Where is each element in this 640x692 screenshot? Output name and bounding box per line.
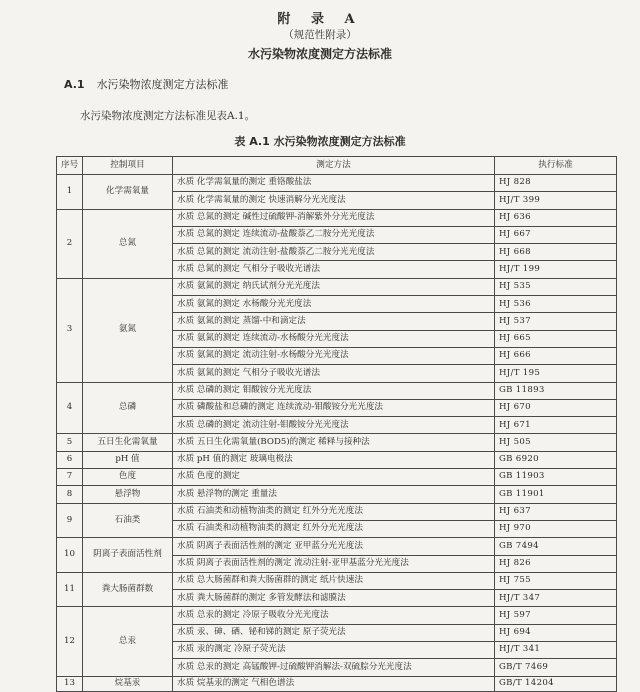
test-method: 水质 石油类和动植物油类的测定 红外分光光度法 (173, 520, 495, 537)
methods-table (56, 156, 617, 692)
control-item: 粪大肠菌群数 (83, 572, 173, 607)
test-method: 水质 石油类和动植物油类的测定 红外分光光度法 (173, 503, 495, 520)
standard-code: GB 11903 (495, 469, 617, 486)
test-method: 水质 悬浮物的测定 重量法 (173, 486, 495, 503)
table-row (57, 469, 617, 486)
test-method: 水质 色度的测定 (173, 469, 495, 486)
section-title: 水污染物浓度测定方法标准 (96, 78, 229, 91)
row-number: 1 (57, 175, 83, 210)
header-no: 序号 (57, 157, 83, 175)
row-number: 13 (57, 676, 83, 691)
standard-code: GB 11893 (495, 382, 617, 399)
header-method: 测定方法 (173, 157, 495, 175)
table-row (57, 382, 617, 399)
standard-code: HJ 755 (495, 572, 617, 589)
test-method: 水质 氨氮的测定 水杨酸分光光度法 (173, 296, 495, 313)
test-method: 水质 总汞的测定 高锰酸钾-过硫酸钾消解法-双硫腙分光光度法 (173, 659, 495, 676)
control-item: 石油类 (83, 503, 173, 538)
row-number: 8 (57, 486, 83, 503)
standard-code: HJ 536 (495, 296, 617, 313)
test-method: 水质 粪大肠菌群的测定 多管发酵法和滤膜法 (173, 590, 495, 607)
header-item: 控制项目 (83, 157, 173, 175)
table-row (57, 278, 617, 295)
row-number: 11 (57, 572, 83, 607)
section-heading (64, 76, 229, 92)
table-row (57, 572, 617, 589)
standard-code: HJ 671 (495, 417, 617, 434)
control-item: 氨氮 (83, 278, 173, 382)
standard-code: HJ/T 199 (495, 261, 617, 278)
control-item: 五日生化需氧量 (83, 434, 173, 451)
standard-code: HJ 636 (495, 209, 617, 226)
test-method: 水质 总大肠菌群和粪大肠菌群的测定 纸片快速法 (173, 572, 495, 589)
standard-code: HJ 666 (495, 347, 617, 364)
table-row (57, 434, 617, 451)
test-method: 水质 氨氮的测定 连续流动-水杨酸分光光度法 (173, 330, 495, 347)
table-row (57, 209, 617, 226)
test-method: 水质 氨氮的测定 纳氏试剂分光光度法 (173, 278, 495, 295)
standard-code: HJ 665 (495, 330, 617, 347)
test-method: 水质 总磷的测定 流动注射-钼酸铵分光光度法 (173, 417, 495, 434)
row-number: 9 (57, 503, 83, 538)
test-method: 水质 pH 值的测定 玻璃电极法 (173, 451, 495, 468)
test-method: 水质 五日生化需氧量(BOD5)的测定 稀释与接种法 (173, 434, 495, 451)
standard-code: GB 11901 (495, 486, 617, 503)
appendix-title: 附 录 A (277, 12, 363, 27)
test-method: 水质 总氮的测定 气相分子吸收光谱法 (173, 261, 495, 278)
test-method: 水质 汞的测定 冷原子荧光法 (173, 642, 495, 659)
standard-code: HJ 970 (495, 520, 617, 537)
appendix-subtitle: （规范性附录） (283, 29, 357, 41)
test-method: 水质 化学需氧量的测定 快速消解分光光度法 (173, 192, 495, 209)
test-method: 水质 氨氮的测定 气相分子吸收光谱法 (173, 365, 495, 382)
standard-code: GB 7494 (495, 538, 617, 555)
test-method: 水质 氨氮的测定 流动注射-水杨酸分光光度法 (173, 347, 495, 364)
standard-code: HJ 668 (495, 244, 617, 261)
standard-code: HJ/T 341 (495, 642, 617, 659)
table-row (57, 451, 617, 468)
standard-code: HJ 667 (495, 226, 617, 243)
row-number: 3 (57, 278, 83, 382)
control-item: 悬浮物 (83, 486, 173, 503)
test-method: 水质 总磷的测定 钼酸铵分光光度法 (173, 382, 495, 399)
standard-code: HJ 670 (495, 399, 617, 416)
table-row (57, 676, 617, 691)
standard-code: GB/T 14204 (495, 676, 617, 691)
table-body (57, 175, 617, 692)
control-item: 总氮 (83, 209, 173, 278)
control-item: pH 值 (83, 451, 173, 468)
row-number: 6 (57, 451, 83, 468)
section-number: A.1 (64, 78, 85, 91)
standard-code: HJ 535 (495, 278, 617, 295)
standard-code: HJ 826 (495, 555, 617, 572)
standard-code: HJ 597 (495, 607, 617, 624)
test-method: 水质 总氮的测定 连续流动-盐酸萘乙二胺分光光度法 (173, 226, 495, 243)
test-method: 水质 总汞的测定 冷原子吸收分光光度法 (173, 607, 495, 624)
row-number: 4 (57, 382, 83, 434)
header-standard: 执行标准 (495, 157, 617, 175)
standard-code: HJ 637 (495, 503, 617, 520)
test-method: 水质 阴离子表面活性剂的测定 流动注射-亚甲基蓝分光光度法 (173, 555, 495, 572)
standard-code: GB 6920 (495, 451, 617, 468)
table-header-row (57, 157, 617, 175)
test-method: 水质 汞、砷、硒、铋和锑的测定 原子荧光法 (173, 624, 495, 641)
test-method: 水质 总氮的测定 碱性过硫酸钾-消解紫外分光光度法 (173, 209, 495, 226)
test-method: 水质 氨氮的测定 蒸馏-中和滴定法 (173, 313, 495, 330)
appendix-heading: 水污染物浓度测定方法标准 (247, 47, 392, 61)
test-method: 水质 阴离子表面活性剂的测定 亚甲蓝分光光度法 (173, 538, 495, 555)
intro-paragraph: 水污染物浓度测定方法标准见表A.1。 (80, 110, 256, 122)
test-method: 水质 磷酸盐和总磷的测定 连续流动-钼酸铵分光光度法 (173, 399, 495, 416)
standard-code: HJ 828 (495, 175, 617, 192)
table-caption: 表 A.1 水污染物浓度测定方法标准 (234, 135, 406, 148)
control-item: 阴离子表面活性剂 (83, 538, 173, 573)
table-row (57, 607, 617, 624)
table-row (57, 538, 617, 555)
row-number: 2 (57, 209, 83, 278)
table-row (57, 175, 617, 192)
row-number: 7 (57, 469, 83, 486)
standard-code: HJ/T 195 (495, 365, 617, 382)
standard-code: HJ/T 347 (495, 590, 617, 607)
control-item: 总汞 (83, 607, 173, 676)
standard-code: HJ 505 (495, 434, 617, 451)
table-row (57, 486, 617, 503)
row-number: 12 (57, 607, 83, 676)
control-item: 化学需氧量 (83, 175, 173, 210)
standard-code: HJ 694 (495, 624, 617, 641)
test-method: 水质 烷基汞的测定 气相色谱法 (173, 676, 495, 691)
table-row (57, 503, 617, 520)
row-number: 5 (57, 434, 83, 451)
row-number: 10 (57, 538, 83, 573)
standard-code: HJ/T 399 (495, 192, 617, 209)
test-method: 水质 总氮的测定 流动注射-盐酸萘乙二胺分光光度法 (173, 244, 495, 261)
control-item: 烷基汞 (83, 676, 173, 691)
standard-code: GB/T 7469 (495, 659, 617, 676)
control-item: 色度 (83, 469, 173, 486)
standard-code: HJ 537 (495, 313, 617, 330)
control-item: 总磷 (83, 382, 173, 434)
test-method: 水质 化学需氧量的测定 重铬酸盐法 (173, 175, 495, 192)
